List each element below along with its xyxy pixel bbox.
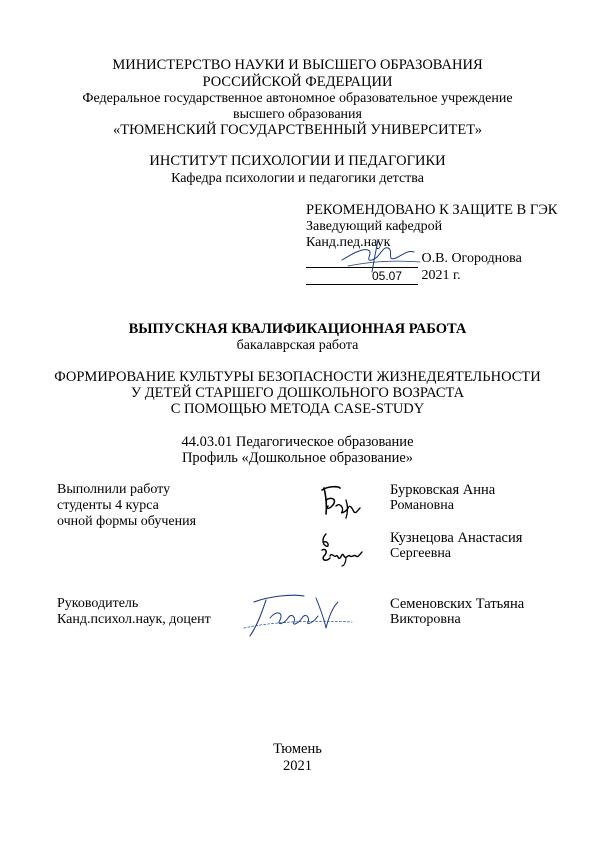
university-name: «ТЮМЕНСКИЙ ГОСУДАРСТВЕННЫЙ УНИВЕРСИТЕТ»	[112, 122, 482, 138]
institute-name: ИНСТИТУТ ПСИХОЛОГИИ И ПЕДАГОГИКИ	[149, 153, 446, 169]
author1-signature-icon	[318, 482, 364, 520]
thesis-title-line2: У ДЕТЕЙ СТАРШЕГО ДОШКОЛЬНОГО ВОЗРАСТА	[130, 385, 465, 401]
author2-signature-icon	[316, 530, 368, 568]
department-name: Кафедра психологии и педагогики детства	[171, 171, 424, 186]
approval-year: 2021 г.	[421, 268, 461, 283]
approval-position: Заведующий кафедрой	[306, 219, 443, 234]
thesis-title-line3: С ПОМОЩЬЮ МЕТОДА CASE-STUDY	[170, 401, 425, 417]
supervisor-label-line2: Канд.психол.наук, доцент	[57, 612, 211, 627]
supervisor-name-line2: Викторовна	[390, 612, 461, 627]
specialty-profile: Профиль «Дошкольное образование»	[181, 450, 414, 466]
approver-name: О.В. Огороднова	[421, 251, 522, 266]
supervisor-signature-icon	[240, 588, 356, 642]
authors-label-line2: студенты 4 курса	[57, 498, 159, 513]
authors-label-line3: очной формы обучения	[57, 514, 197, 529]
authors-label-line1: Выполнили работу	[57, 482, 171, 497]
institution-type-line: Федеральное государственное автономное образовательное учреждение	[82, 91, 513, 106]
city: Тюмень	[273, 741, 322, 757]
supervisor-label-line1: Руководитель	[57, 596, 139, 611]
work-type: ВЫПУСКНАЯ КВАЛИФИКАЦИОННАЯ РАБОТА	[128, 321, 467, 337]
author2-name-line1: Кузнецова Анастасия	[390, 530, 523, 546]
federation-line: РОССИЙСКОЙ ФЕДЕРАЦИИ	[202, 74, 393, 90]
approver-signature-icon	[338, 232, 424, 278]
education-level-line: высшего образования	[233, 107, 362, 122]
author1-name-line1: Бурковская Анна	[390, 482, 496, 498]
approval-date-stamp: 05.07	[372, 269, 403, 283]
specialty-code: 44.03.01 Педагогическое образование	[181, 434, 414, 450]
supervisor-name-line1: Семеновских Татьяна	[390, 596, 525, 612]
approval-degree: Канд.пед.наук	[306, 235, 391, 250]
author1-name-line2: Романовна	[390, 498, 454, 513]
work-subtype: бакалаврская работа	[236, 338, 359, 353]
footer-year: 2021	[283, 758, 312, 774]
author2-name-line2: Сергеевна	[390, 546, 452, 561]
thesis-title-line1: ФОРМИРОВАНИЕ КУЛЬТУРЫ БЕЗОПАСНОСТИ ЖИЗНЕДЕЯТЕЛЬНОСТИ	[54, 369, 541, 385]
ministry-line: МИНИСТЕРСТВО НАУКИ И ВЫСШЕГО ОБРАЗОВАНИЯ	[112, 57, 483, 73]
approval-title: РЕКОМЕНДОВАНО К ЗАЩИТЕ В ГЭК	[306, 202, 558, 218]
